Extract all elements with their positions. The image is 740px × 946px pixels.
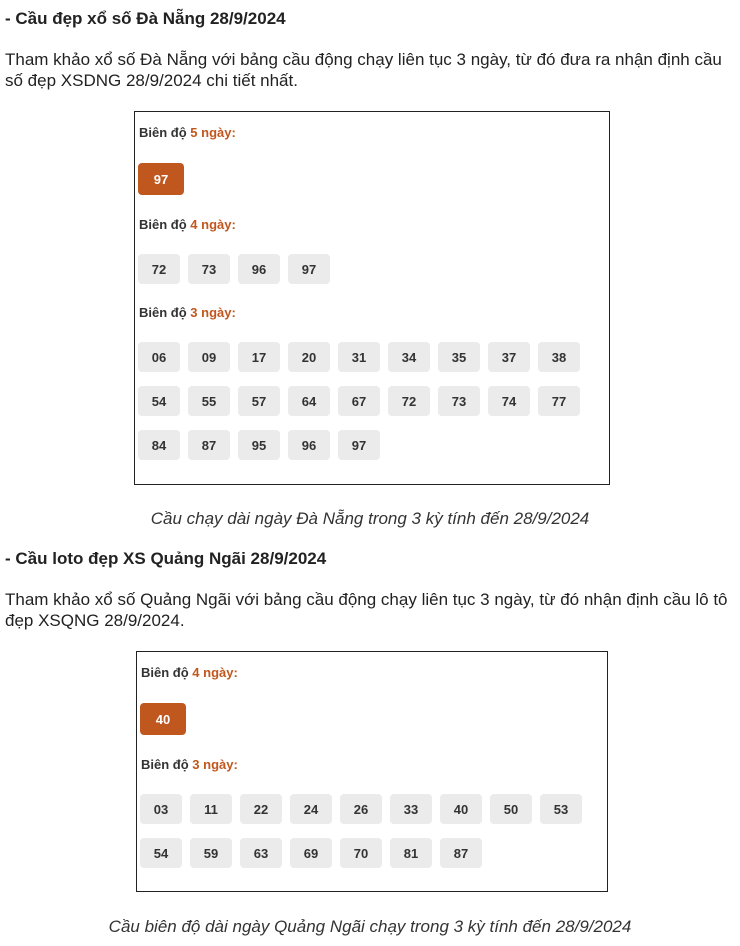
number-chip[interactable]: 54 <box>140 838 182 868</box>
number-chip[interactable]: 69 <box>290 838 332 868</box>
bridge-table-quang-ngai <box>136 651 608 892</box>
number-chip[interactable]: 33 <box>390 794 432 824</box>
number-chip[interactable]: 57 <box>238 386 280 416</box>
number-chip[interactable]: 96 <box>238 254 280 284</box>
number-chip[interactable]: 64 <box>288 386 330 416</box>
number-chip[interactable]: 70 <box>340 838 382 868</box>
number-chip[interactable]: 54 <box>138 386 180 416</box>
number-chip[interactable]: 50 <box>490 794 532 824</box>
number-chip[interactable]: 59 <box>190 838 232 868</box>
number-chip[interactable]: 84 <box>138 430 180 460</box>
number-chip[interactable]: 73 <box>188 254 230 284</box>
chip-list <box>138 163 598 209</box>
number-chip[interactable]: 37 <box>488 342 530 372</box>
number-chip[interactable]: 55 <box>188 386 230 416</box>
number-chip[interactable]: 95 <box>238 430 280 460</box>
number-chip[interactable]: 87 <box>188 430 230 460</box>
number-chip[interactable]: 24 <box>290 794 332 824</box>
number-chip[interactable]: 97 <box>138 163 184 195</box>
group-label-days: 3 ngày: <box>192 757 238 772</box>
number-chip[interactable]: 97 <box>288 254 330 284</box>
number-chip[interactable]: 34 <box>388 342 430 372</box>
section-intro <box>5 589 740 631</box>
table-caption: Cầu chạy dài ngày Đà Nẵng trong 3 kỳ tính đến 28/9/2024 <box>150 509 590 528</box>
number-chip[interactable]: 67 <box>338 386 380 416</box>
number-chip[interactable]: 53 <box>540 794 582 824</box>
section-heading: - Cầu loto đẹp XS Quảng Ngãi 28/9/2024 <box>5 549 327 568</box>
group-label-prefix: Biên độ <box>141 757 189 772</box>
number-chip[interactable]: 26 <box>340 794 382 824</box>
number-chip[interactable]: 03 <box>140 794 182 824</box>
chip-list <box>138 254 598 298</box>
group-label-days: 4 ngày: <box>190 217 236 232</box>
group-label <box>141 757 238 772</box>
number-chip[interactable]: 87 <box>440 838 482 868</box>
section-da-nang <box>5 8 740 30</box>
number-chip[interactable]: 22 <box>240 794 282 824</box>
number-chip[interactable]: 81 <box>390 838 432 868</box>
group-label-days: 3 ngày: <box>190 305 236 320</box>
group-label <box>139 217 236 232</box>
chip-list <box>138 342 598 474</box>
number-chip[interactable]: 72 <box>138 254 180 284</box>
number-chip[interactable]: 31 <box>338 342 380 372</box>
bridge-table-da-nang <box>134 111 610 485</box>
number-chip[interactable]: 20 <box>288 342 330 372</box>
number-chip[interactable]: 11 <box>190 794 232 824</box>
number-chip[interactable]: 72 <box>388 386 430 416</box>
number-chip[interactable]: 96 <box>288 430 330 460</box>
number-chip[interactable]: 17 <box>238 342 280 372</box>
number-chip[interactable]: 77 <box>538 386 580 416</box>
number-chip[interactable]: 74 <box>488 386 530 416</box>
group-label-prefix: Biên độ <box>139 217 187 232</box>
number-chip[interactable]: 40 <box>440 794 482 824</box>
number-chip[interactable]: 38 <box>538 342 580 372</box>
number-chip[interactable]: 09 <box>188 342 230 372</box>
group-label <box>141 665 238 680</box>
table-caption: Cầu biên độ dài ngày Quảng Ngãi chạy trong 3 kỳ tính đến 28/9/2024 <box>108 917 632 936</box>
section-quang-ngai <box>5 548 740 570</box>
chip-list <box>140 794 600 882</box>
number-chip[interactable]: 97 <box>338 430 380 460</box>
intro-paragraph: Tham khảo xổ số Đà Nẵng với bảng cầu động chạy liên tục 3 ngày, từ đó đưa ra nhận định cầu số đẹp XSDNG 28/9/2024 chi tiết nhất. <box>5 50 722 90</box>
group-label-prefix: Biên độ <box>139 125 187 140</box>
section-heading: - Cầu đẹp xổ số Đà Nẵng 28/9/2024 <box>5 9 286 28</box>
number-chip[interactable]: 06 <box>138 342 180 372</box>
group-label <box>139 305 236 320</box>
group-label <box>139 125 236 140</box>
intro-paragraph: Tham khảo xổ số Quảng Ngãi với bảng cầu động chạy liên tục 3 ngày, từ đó nhận định cầu lô tô đẹp XSQNG 28/9/2024. <box>5 590 728 630</box>
group-label-prefix: Biên độ <box>141 665 189 680</box>
chip-list <box>140 703 600 749</box>
number-chip[interactable]: 35 <box>438 342 480 372</box>
number-chip[interactable]: 63 <box>240 838 282 868</box>
group-label-days: 5 ngày: <box>190 125 236 140</box>
number-chip[interactable]: 73 <box>438 386 480 416</box>
group-label-prefix: Biên độ <box>139 305 187 320</box>
number-chip[interactable]: 40 <box>140 703 186 735</box>
section-intro <box>5 49 740 91</box>
group-label-days: 4 ngày: <box>192 665 238 680</box>
